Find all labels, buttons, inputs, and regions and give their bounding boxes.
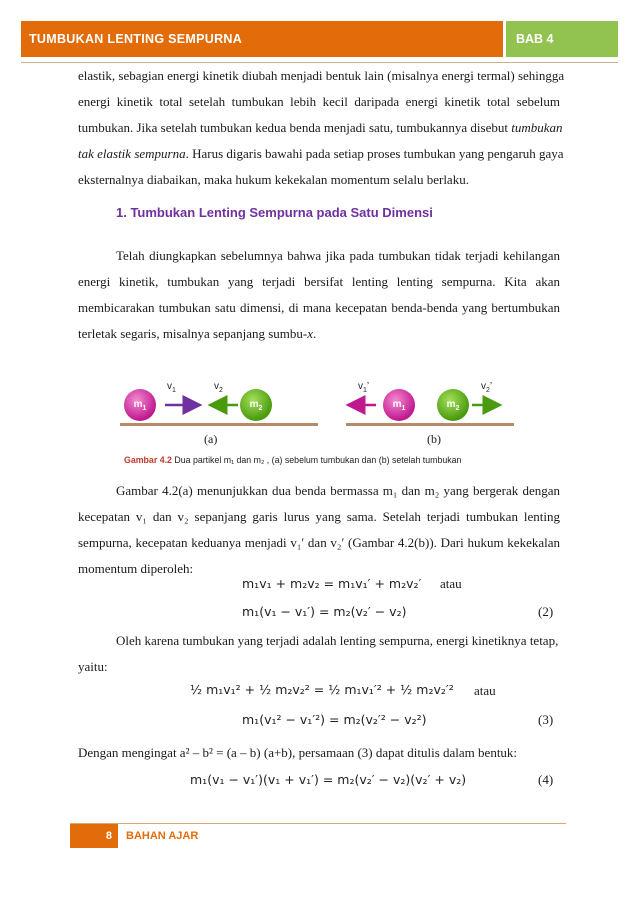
mass-label: m bbox=[446, 399, 456, 410]
text-run: . Harus digaris bawahi pada setiap proses tumbukan yang pengaruh gaya bbox=[185, 146, 564, 161]
paragraph-identity bbox=[78, 740, 560, 766]
velocity-label-v1-prime bbox=[358, 381, 369, 394]
italic-term: tak elastik sempurna bbox=[78, 146, 186, 161]
figure-caption bbox=[124, 455, 461, 465]
mass-subscript: 2 bbox=[455, 405, 460, 412]
velocity-subscript: 2 bbox=[486, 387, 490, 394]
velocity-symbol: v bbox=[358, 381, 363, 392]
text-run: terletak segaris, misalnya sepanjang sumbu- bbox=[78, 326, 308, 341]
header-title: TUMBUKAN LENTING SEMPURNA bbox=[21, 21, 503, 57]
equation-momentum-rearranged: m₁(v₁ − v₁′) = m₂(v₂′ − v₂) bbox=[242, 604, 407, 619]
text-line: Gambar 4.2(a) menunjukkan dua benda bermassa m₁ dan m₂ yang bergerak dengan bbox=[116, 483, 560, 498]
velocity-label-v2 bbox=[214, 381, 223, 394]
italic-term: tumbukan bbox=[511, 120, 563, 135]
text-line: yaitu: bbox=[78, 659, 108, 674]
ball-m1-after bbox=[383, 389, 415, 421]
text-line: membicarakan tumbukan satu dimensi, di mana kecepatan benda-benda yang bertumbukan bbox=[78, 300, 560, 315]
prime-mark: ’ bbox=[489, 381, 493, 392]
paragraph-momentum bbox=[78, 478, 560, 582]
connector-atau: atau bbox=[440, 576, 462, 591]
velocity-symbol: v bbox=[167, 381, 172, 392]
mass-subscript: 1 bbox=[401, 405, 406, 412]
text-line: energi kinetik total setelah tumbukan lebih kecil daripada energi kinetik total sebelum bbox=[78, 94, 560, 109]
text-run: . bbox=[313, 326, 317, 341]
equation-factored: m₁(v₁ − v₁′)(v₁ + v₁′) = m₂(v₂′ − v₂)(v₂′ + v₂) bbox=[190, 772, 467, 787]
text-line: Telah diungkapkan sebelumnya bahwa jika pada tumbukan tidak terjadi kehilangan bbox=[116, 248, 560, 263]
mass-subscript: 1 bbox=[142, 405, 147, 412]
equation-number: (3) bbox=[538, 712, 554, 727]
caption-text: Dua partikel m₁ dan m₂ , (a) sebelum tumbukan dan (b) setelah tumbukan bbox=[171, 455, 462, 465]
velocity-label-v1 bbox=[167, 381, 176, 394]
equation-number: (4) bbox=[538, 772, 554, 787]
ball-m2-after bbox=[437, 389, 469, 421]
text-line: eksternalnya diabaikan, maka hukum kekekalan momentum selalu berlaku. bbox=[78, 172, 469, 187]
equation-kinetic-energy: ½ m₁v₁² + ½ m₂v₂² = ½ m₁v₁′² + ½ m₂v₂′² bbox=[190, 682, 454, 697]
mass-subscript: 2 bbox=[258, 405, 263, 412]
italic-term: x bbox=[307, 326, 314, 341]
text-line: kecepatan v₁ dan v₂ sepanjang garis lurus yang sama. Setelah terjadi tumbukan lenting bbox=[78, 509, 560, 524]
page-number: 8 bbox=[70, 824, 118, 848]
caption-number: Gambar 4.2 bbox=[124, 455, 172, 465]
text-line: momentum diperoleh: bbox=[78, 561, 194, 576]
velocity-symbol: v bbox=[214, 381, 219, 392]
equation-momentum: m₁v₁ + m₂v₂ = m₁v₁′ + m₂v₂′ bbox=[242, 576, 422, 591]
connector-atau: atau bbox=[474, 683, 496, 698]
text-run: tumbukan. Jika setelah tumbukan kedua benda menjadi satu, tumbukannya disebut bbox=[78, 120, 512, 135]
text-line: Oleh karena tumbukan yang terjadi adalah lenting sempurna, energi kinetiknya tetap, bbox=[116, 633, 559, 648]
chapter-badge: BAB 4 bbox=[506, 21, 618, 57]
text-line: sempurna, kecepatan keduanya menjadi v₁′ dan v₂′ (Gambar 4.2(b)). Dari hukum kekekalan bbox=[78, 535, 560, 550]
mass-label: m bbox=[249, 399, 259, 410]
text-line: energi kinetik, tumbukan yang terjadi bersifat lenting lenting sempurna. Kita akan bbox=[78, 274, 560, 289]
figure-label-a: (a) bbox=[204, 432, 218, 446]
equation-kinetic-energy-rearranged: m₁(v₁² − v₁′²) = m₂(v₂′² − v₂²) bbox=[242, 712, 427, 727]
floor-a bbox=[120, 423, 318, 426]
text-line: elastik, sebagian energi kinetik diubah menjadi bentuk lain (misalnya energi termal) sehingga bbox=[78, 68, 565, 83]
section-heading: 1. Tumbukan Lenting Sempurna pada Satu Dimensi bbox=[116, 205, 433, 220]
ball-m1-before bbox=[124, 389, 156, 421]
ball-m2-before bbox=[240, 389, 272, 421]
velocity-label-v2-prime bbox=[481, 381, 492, 394]
figure-label-b: (b) bbox=[427, 432, 441, 446]
floor-b bbox=[346, 423, 514, 426]
mass-label: m bbox=[392, 399, 402, 410]
paragraph-energy bbox=[78, 628, 560, 680]
prime-mark: ’ bbox=[366, 381, 370, 392]
equation-number: (2) bbox=[538, 604, 554, 619]
footer-label: BAHAN AJAR bbox=[126, 830, 199, 842]
mass-label: m bbox=[133, 399, 143, 410]
velocity-subscript: 2 bbox=[219, 387, 223, 394]
text-line: Dengan mengingat a² – b² = (a – b) (a+b), persamaan (3) dapat ditulis dalam bentuk: bbox=[78, 745, 518, 760]
velocity-subscript: 1 bbox=[172, 387, 176, 394]
velocity-subscript: 1 bbox=[363, 387, 367, 394]
velocity-symbol: v bbox=[481, 381, 486, 392]
